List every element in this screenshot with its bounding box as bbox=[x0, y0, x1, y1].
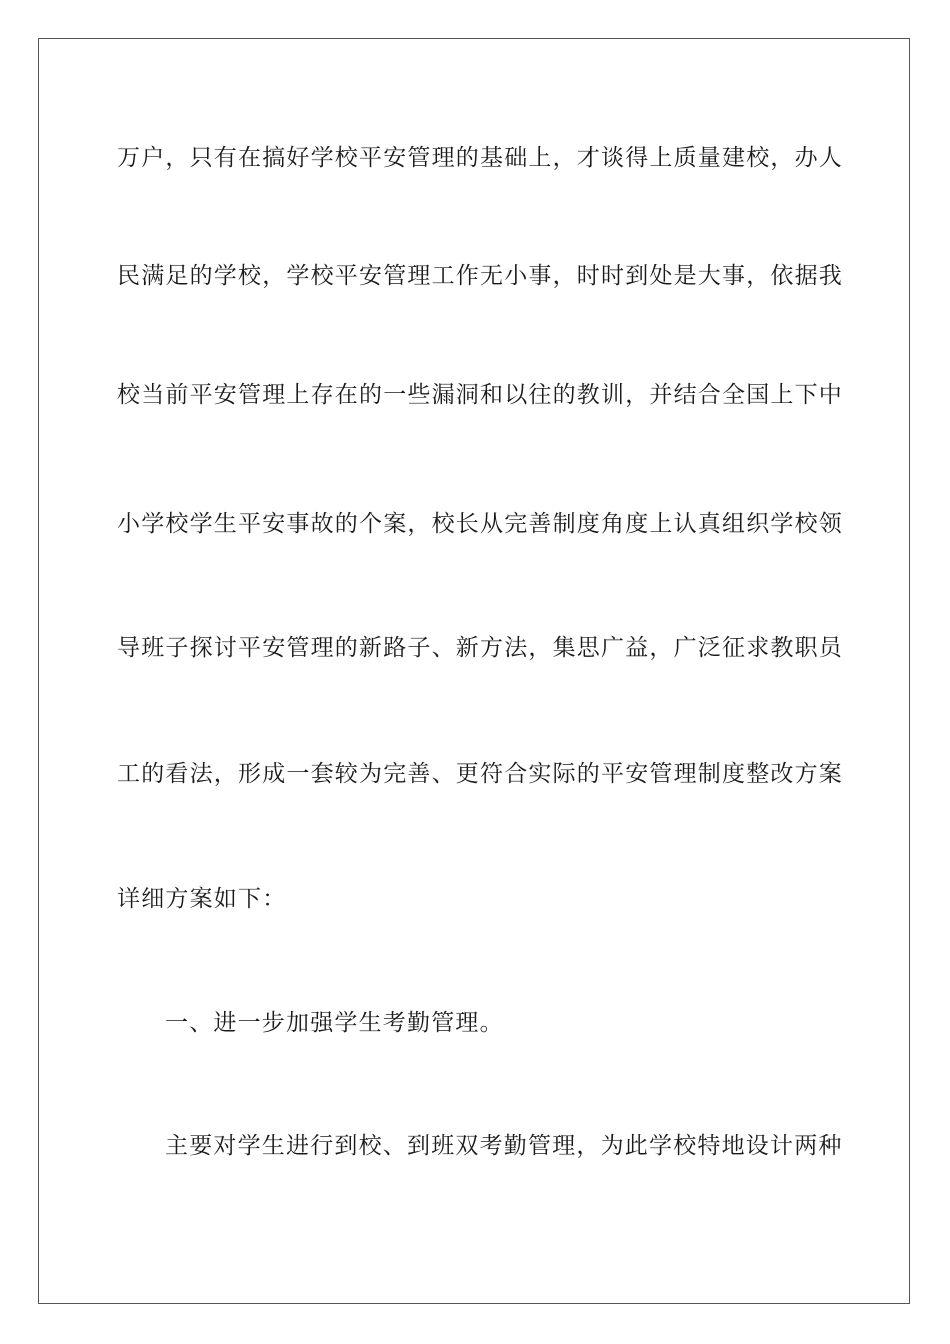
text-line-6: 工的看法，形成一套较为完善、更符合实际的平安管理制度整改方案 bbox=[117, 761, 843, 787]
section-heading: 一、进一步加强学生考勤管理。 bbox=[165, 1010, 504, 1036]
text-line-1: 万户，只有在搞好学校平安管理的基础上，才谈得上质量建校，办人 bbox=[117, 145, 843, 171]
paragraph-start: 主要对学生进行到校、到班双考勤管理，为此学校特地设计两种 bbox=[165, 1133, 843, 1159]
page-border bbox=[38, 38, 910, 1304]
text-line-7: 详细方案如下： bbox=[117, 886, 287, 912]
text-line-2: 民满足的学校，学校平安管理工作无小事，时时到处是大事，依据我 bbox=[117, 263, 843, 289]
text-line-5: 导班子探讨平安管理的新路子、新方法，集思广益，广泛征求教职员 bbox=[117, 635, 843, 661]
text-line-4: 小学校学生平安事故的个案，校长从完善制度角度上认真组织学校领 bbox=[117, 511, 843, 537]
text-line-3: 校当前平安管理上存在的一些漏洞和以往的教训，并结合全国上下中 bbox=[117, 382, 843, 408]
